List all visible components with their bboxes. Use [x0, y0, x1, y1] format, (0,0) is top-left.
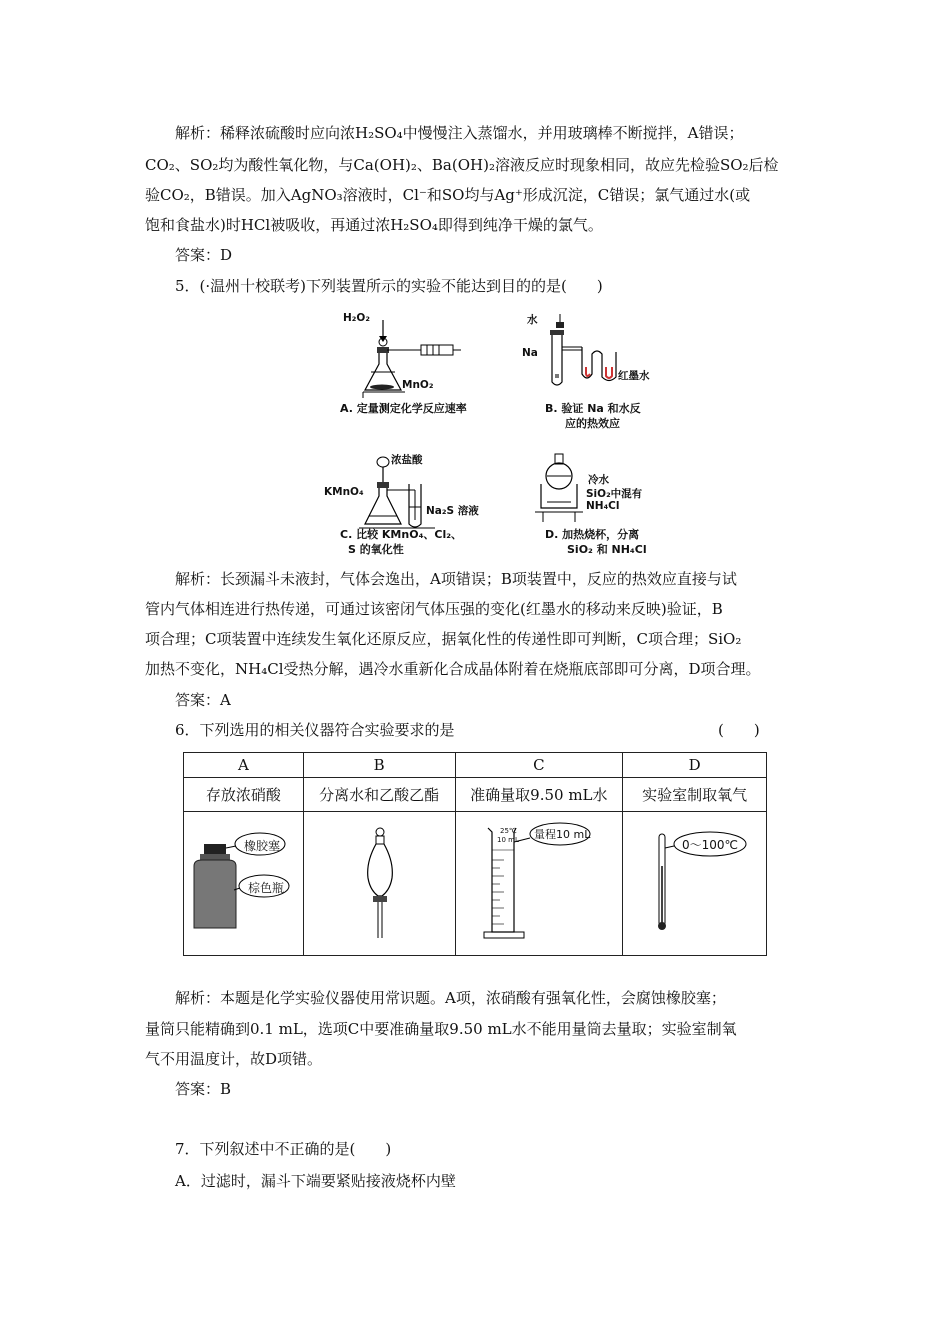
- label-water: 水: [527, 314, 538, 326]
- caption-d2: SiO₂ 和 NH₄Cl: [567, 543, 647, 556]
- caption-c1: C. 比较 KMnO₄、Cl₂、: [340, 528, 463, 541]
- q6-answer: 答案：B: [175, 1080, 232, 1098]
- caption-c2: S 的氧化性: [348, 543, 404, 556]
- label-red-ink: 红墨水: [618, 370, 650, 382]
- caption-a: A. 定量测定化学反应速率: [340, 402, 467, 415]
- q7-option-a: A．过滤时，漏斗下端要紧贴接液烧杯内壁: [175, 1172, 456, 1190]
- q5-answer: 答案：A: [175, 691, 231, 709]
- q6-answer-bracket: ( ): [718, 721, 760, 739]
- q4-analysis-line1: 解析：稀释浓硫酸时应向浓H₂SO₄中慢慢注入蒸馏水，并用玻璃棒不断搅拌，A错误；: [175, 124, 744, 142]
- caption-d1: D. 加热烧杯，分离: [545, 528, 640, 541]
- header-c: C: [455, 753, 623, 778]
- q5-analysis-line4: 加热不变化，NH₄Cl受热分解，遇冷水重新化合成晶体附着在烧瓶底部即可分离，D项合理。: [145, 660, 761, 678]
- task-d: 实验室制取氧气: [623, 778, 767, 812]
- task-b: 分离水和乙酸乙酯: [303, 778, 455, 812]
- caption-b2: 应的热效应: [565, 417, 620, 430]
- label-h2o2: H₂O₂: [343, 312, 370, 324]
- label-mno2: MnO₂: [402, 379, 434, 391]
- q5-stem: 5．(·温州十校联考)下列装置所示的实验不能达到目的的是( ): [175, 277, 603, 295]
- label-cylinder-temp: 25℃: [500, 827, 517, 835]
- q4-analysis-line3: 验CO₂，B错误。加入AgNO₃溶液时，Cl⁻和SO均与Ag⁺形成沉淀，C错误；氯气通过水(或: [145, 186, 751, 204]
- q7-stem: 7．下列叙述中不正确的是( ): [175, 1140, 392, 1158]
- q6-analysis-line2: 量筒只能精确到0.1 mL，选项C中要准确量取9.50 mL水不能用量筒去量取；实验室制氧: [145, 1020, 737, 1038]
- q4-answer: 答案：D: [175, 246, 233, 264]
- caption-b1: B. 验证 Na 和水反: [545, 402, 641, 415]
- label-na2s: Na₂S 溶液: [426, 505, 479, 517]
- task-a: 存放浓硝酸: [184, 778, 304, 812]
- q4-analysis-line2: CO₂、SO₂均为酸性氧化物，与Ca(OH)₂、Ba(OH)₂溶液反应时现象相同，故应先检验SO₂后检: [145, 156, 779, 174]
- q5-analysis-line2: 管内气体相连进行热传递，可通过该密闭气体压强的变化(红墨水的移动来反映)验证，B: [145, 600, 723, 618]
- label-na: Na: [522, 347, 538, 359]
- q5-analysis-line3: 项合理；C项装置中连续发生氧化还原反应，据氧化性的传递性即可判断，C项合理；SiO₂: [145, 630, 742, 648]
- apparatus-b: [540, 312, 630, 392]
- label-kmno4: KMnO₄: [324, 486, 364, 498]
- q5-analysis-line1: 解析：长颈漏斗未液封，气体会逸出，A项错误；B项装置中，反应的热效应直接与试: [175, 570, 737, 588]
- label-conc-hcl: 浓盐酸: [391, 454, 423, 466]
- task-c: 准确量取9.50 mL水: [455, 778, 623, 812]
- label-thermometer-range: 0～100℃: [682, 838, 739, 852]
- label-mixture-1: SiO₂中混有: [586, 488, 643, 500]
- label-brown-bottle: 棕色瓶: [248, 881, 285, 895]
- label-rubber-stopper: 橡胶塞: [244, 839, 281, 853]
- q6-analysis-line3: 气不用温度计，故D项错。: [145, 1050, 323, 1068]
- label-cylinder-volume: 10 mL: [497, 836, 519, 844]
- header-d: D: [623, 753, 767, 778]
- header-a: A: [184, 753, 304, 778]
- label-range: 量程10 mL: [534, 828, 591, 841]
- q6-analysis-line1: 解析：本题是化学实验仪器使用常识题。A项，浓硝酸有强氧化性，会腐蚀橡胶塞；: [175, 989, 726, 1007]
- label-mixture-2: NH₄Cl: [586, 500, 620, 512]
- separatory-funnel-icon: [360, 826, 400, 946]
- label-cold-water: 冷水: [588, 474, 609, 486]
- q6-stem: 6．下列选用的相关仪器符合实验要求的是: [175, 721, 455, 739]
- header-b: B: [303, 753, 455, 778]
- q4-analysis-line4: 饱和食盐水)时HCl被吸收，再通过浓H₂SO₄即得到纯净干燥的氯气。: [145, 216, 603, 234]
